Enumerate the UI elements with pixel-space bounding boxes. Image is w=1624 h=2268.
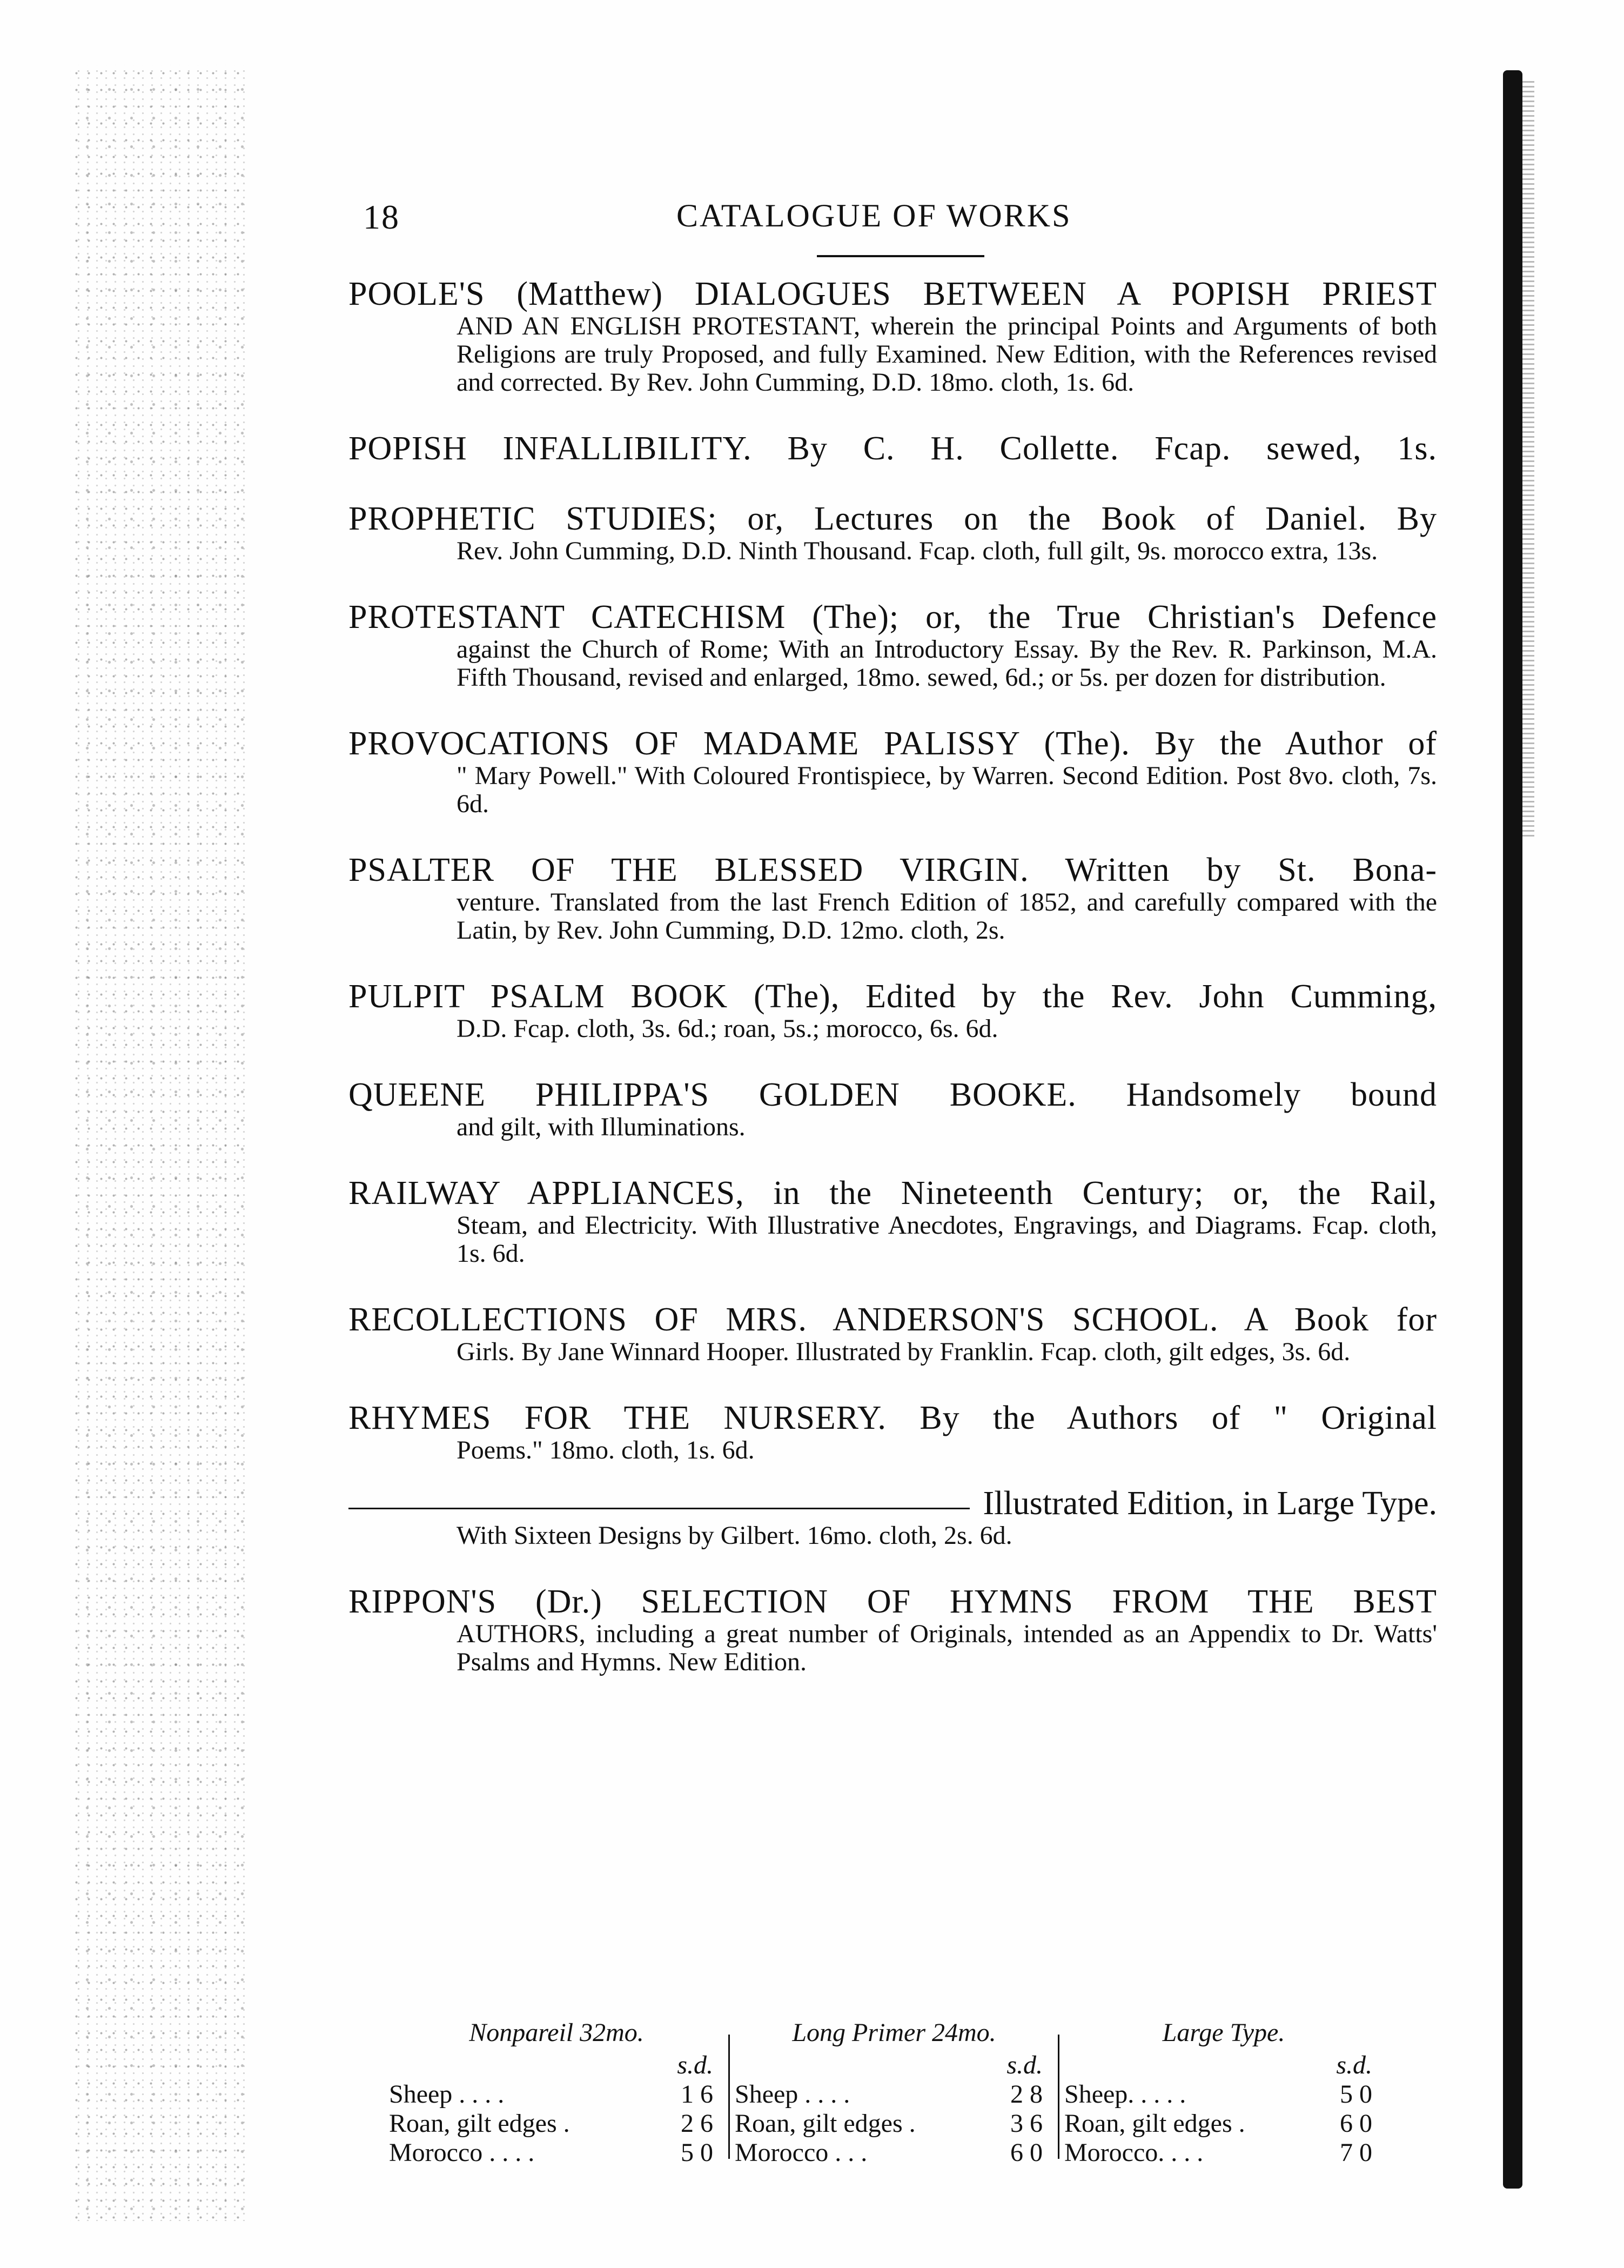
price-row-value: 1 6 <box>681 2080 713 2109</box>
entry-description: against the Church of Rome; With an Introductory Essay. By the Rev. R. Parkinson, M.A. Fifth Thousand, revised and enlarged, 18mo. sewed, 6d.; or 5s. per dozen for distribution. <box>457 635 1437 692</box>
entry-description: Steam, and Electricity. With Illustrative Anecdotes, Engravings, and Diagrams. Fcap. cloth, 1s. 6d. <box>457 1211 1437 1268</box>
entry-title: PROPHETIC STUDIES; or, Lectures on the Book of Daniel. By <box>348 500 1437 537</box>
price-row-label: Sheep . . . . <box>735 2080 850 2109</box>
sub-entry-heading <box>348 1485 1437 1522</box>
entry-description: D.D. Fcap. cloth, 3s. 6d.; roan, 5s.; morocco, 6s. 6d. <box>457 1014 998 1043</box>
entry-title: PROTESTANT CATECHISM (The); or, the True Christian's Defence <box>348 599 1437 635</box>
price-column <box>1064 2018 1383 2167</box>
entry-title: RECOLLECTIONS OF MRS. ANDERSON'S SCHOOL. A Book for <box>348 1301 1437 1338</box>
entry-description: and gilt, with Illuminations. <box>457 1113 746 1141</box>
page-number: 18 <box>363 198 400 236</box>
running-head: CATALOGUE OF WORKS <box>676 198 1072 233</box>
price-row-value: 6 0 <box>1340 2109 1372 2138</box>
price-row <box>389 2080 724 2109</box>
page-header <box>363 197 1444 251</box>
price-column-unit: s.d. <box>1336 2051 1372 2079</box>
entry-title: PROVOCATIONS OF MADAME PALISSY (The). By the Author of <box>348 725 1437 762</box>
scan-gutter-speckle <box>70 65 249 2221</box>
price-column-title: Long Primer 24mo. <box>792 2018 996 2047</box>
catalogue-entry <box>348 276 1437 397</box>
price-row <box>735 2109 1053 2138</box>
entry-description: Poems." 18mo. cloth, 1s. 6d. <box>457 1436 755 1464</box>
price-row-value: 6 0 <box>1010 2138 1043 2167</box>
entry-title: PULPIT PSALM BOOK (The), Edited by the Rev. John Cumming, <box>348 978 1437 1015</box>
price-row-label: Roan, gilt edges . <box>735 2109 916 2138</box>
price-row <box>735 2138 1053 2167</box>
price-row-value: 5 0 <box>1340 2080 1372 2109</box>
entry-title: POOLE'S (Matthew) DIALOGUES BETWEEN A POPISH PRIEST <box>348 276 1437 312</box>
catalogue-entry <box>348 599 1437 692</box>
price-row <box>1064 2080 1383 2109</box>
sub-entry-description: With Sixteen Designs by Gilbert. 16mo. cloth, 2s. 6d. <box>457 1521 1012 1550</box>
price-row-value: 2 8 <box>1010 2080 1043 2109</box>
sub-entry <box>348 1485 1437 1550</box>
entry-title: QUEENE PHILIPPA'S GOLDEN BOOKE. Handsomely bound <box>348 1076 1437 1113</box>
entry-title: RHYMES FOR THE NURSERY. By the Authors of " Original <box>348 1400 1437 1436</box>
catalogue-entry <box>348 1583 1437 1676</box>
price-table <box>389 2018 1426 2167</box>
entry-description: Girls. By Jane Winnard Hooper. Illustrated by Franklin. Fcap. cloth, gilt edges, 3s. 6d. <box>457 1337 1351 1366</box>
price-row-value: 2 6 <box>681 2109 713 2138</box>
catalogue-entry <box>348 1301 1437 1366</box>
price-row-label: Morocco. . . . <box>1064 2138 1204 2167</box>
entry-description: Rev. John Cumming, D.D. Ninth Thousand. Fcap. cloth, full gilt, 9s. morocco extra, 13s. <box>457 537 1378 565</box>
price-column-unit: s.d. <box>1006 2051 1043 2079</box>
price-row <box>1064 2109 1383 2138</box>
catalogue-entry <box>348 725 1437 818</box>
price-row-value: 7 0 <box>1340 2138 1372 2167</box>
price-column <box>389 2018 724 2167</box>
entry-description: AUTHORS, including a great number of Originals, intended as an Appendix to Dr. Watts' Psalms and Hymns. New Edition. <box>457 1620 1437 1676</box>
catalogue-entries <box>348 276 1437 1710</box>
price-row-label: Sheep . . . . <box>389 2080 505 2109</box>
price-row-label: Roan, gilt edges . <box>1064 2109 1245 2138</box>
price-column-unit: s.d. <box>677 2051 713 2079</box>
price-row-label: Morocco . . . . <box>389 2138 535 2167</box>
price-row-label: Sheep. . . . . <box>1064 2080 1186 2109</box>
catalogue-entry <box>348 852 1437 945</box>
column-divider <box>728 2035 730 2159</box>
price-row-label: Roan, gilt edges . <box>389 2109 570 2138</box>
price-row-value: 5 0 <box>681 2138 713 2167</box>
price-row-label: Morocco . . . <box>735 2138 868 2167</box>
catalogue-entry <box>348 430 1437 467</box>
sub-entry-title: Illustrated Edition, in Large Type. <box>983 1485 1437 1522</box>
binding-edge <box>1503 70 1522 2189</box>
ditto-rule <box>348 1508 970 1509</box>
price-column-title: Nonpareil 32mo. <box>469 2018 644 2047</box>
catalogue-entry <box>348 1076 1437 1141</box>
entry-description: venture. Translated from the last French Edition of 1852, and carefully compared with the Latin, by Rev. John Cumming, D.D. 12mo. cloth, 2s. <box>457 888 1437 945</box>
price-row <box>1064 2138 1383 2167</box>
price-row <box>389 2138 724 2167</box>
price-row-value: 3 6 <box>1010 2109 1043 2138</box>
column-divider <box>1058 2035 1059 2159</box>
catalogue-entry <box>348 500 1437 565</box>
entry-title: RAILWAY APPLIANCES, in the Nineteenth Century; or, the Rail, <box>348 1175 1437 1212</box>
price-row <box>389 2109 724 2138</box>
price-column-title: Large Type. <box>1162 2018 1285 2047</box>
price-column <box>735 2018 1053 2167</box>
entry-title: RIPPON'S (Dr.) SELECTION OF HYMNS FROM THE BEST <box>348 1583 1437 1620</box>
header-rule <box>817 255 984 257</box>
entry-title: POPISH INFALLIBILITY. By C. H. Collette. Fcap. sewed, 1s. <box>348 430 1437 467</box>
entry-description: AND AN ENGLISH PROTESTANT, wherein the principal Points and Arguments of both Religions are truly Proposed, and fully Examined. New Edition, with the References revised and corrected. By Rev. John Cumming, D.D. 18mo. cloth, 1s. 6d. <box>457 312 1437 397</box>
catalogue-entry <box>348 978 1437 1043</box>
catalogue-entry <box>348 1175 1437 1268</box>
price-row <box>735 2080 1053 2109</box>
catalogue-entry <box>348 1400 1437 1464</box>
entry-description: " Mary Powell." With Coloured Frontispiece, by Warren. Second Edition. Post 8vo. cloth, 7s. 6d. <box>457 761 1437 818</box>
entry-title: PSALTER OF THE BLESSED VIRGIN. Written by St. Bona- <box>348 852 1437 888</box>
binding-edge-texture <box>1522 81 1534 838</box>
